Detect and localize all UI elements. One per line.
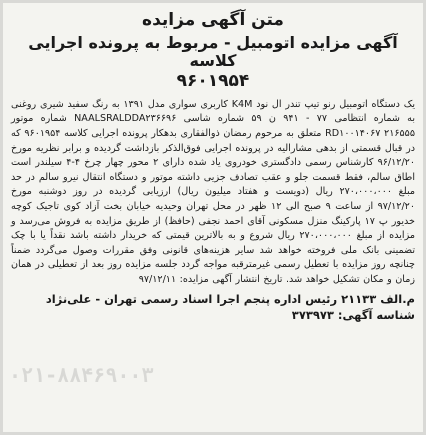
notice-footer (11, 291, 415, 323)
notice-title: متن آگهی مزایده (142, 10, 284, 30)
notice-body: یک دستگاه اتومبیل رنو تیپ تندر ال نود K4M کاربری سواری مدل ۱۳۹۱ به رنگ سفید شیری روغنی به شماره انتظامی ۷۷ - ۹۴۱ ن ۵۹ شماره شاسی NAALSRALDDA۲۳۶۶۹۶ شماره موتور RD۱۰۰۱۴۰۶۷ ۲۱۶۵۵۵ متعلق به مرحوم رمضان ذوالفقاری بدهکار پرونده اجرایی کلاسه ۹۶۰۱۹۵۴ که در قبال قسمتی از بدهی مشارالیه در پرونده اجرایی فوق‌الذکر بازداشت گردیده و برابر نظریه مورخ ۹۶/۱۲/۲۰ کارشناس رسمی دادگستری خودروی یاد شده دارای ۲ محور چهار چرخ ۴-۴ سیلندر است اطاق سالم، فقط قسمت جلو و عقب تصادف جزیی داشته موتور و دستگاه انتقال نیرو سالم در حد مبلغ ۲۷۰،۰۰۰،۰۰۰ ریال (دویست و هفتاد میلیون ریال) ارزیابی گردیده در روز دوشنبه مورخ ۹۷/۱۲/۲۰ از ساعت ۹ صبح الی ۱۲ ظهر در محل تهران وحیدیه خیابان بخت آزاد کوی تاجیک کوچه خدیور پ ۱۷ پارکینگ منزل مسکونی آقای احمد نجفی (حافظ) از طریق مزایده به فروش می‌رسد و مزایده از مبلغ ۲۷۰،۰۰۰،۰۰۰ ریال شروع و به بالاترین قیمتی که خریدار داشته باشد نقداً یا با چک تضمینی بانک ملی فروخته خواهد شد سایر هزینه‌های قانونی وفق مقررات وصول می‌گردد ضمناً چنانچه روز مزایده با تعطیل رسمی غیرمترقبه مواجه گردد جلسه مزایده روز بعد از تعطیلی در همان زمان و مکان تشکیل خواهد شد. تاریخ انتشار آگهی مزایده: ۹۷/۱۲/۱۱ (11, 98, 416, 285)
phone-watermark: ۰۲۱-۸۸۴۶۹۰۰۳ (9, 363, 154, 387)
case-number: ۹۶۰۱۹۵۴ (176, 71, 250, 92)
notice-subtitle: آگهی مزایده اتومبیل - مربوط به پرونده اجرایی کلاسه (28, 32, 398, 70)
notice-sheet (3, 3, 423, 432)
ad-id: شناسه آگهی: ۳۷۳۹۷۳ (291, 307, 415, 322)
signature-line: م.الف ۲۱۱۳۳ رئیس اداره پنجم اجرا اسناد رسمی تهران - علی‌نژاد (45, 291, 415, 306)
